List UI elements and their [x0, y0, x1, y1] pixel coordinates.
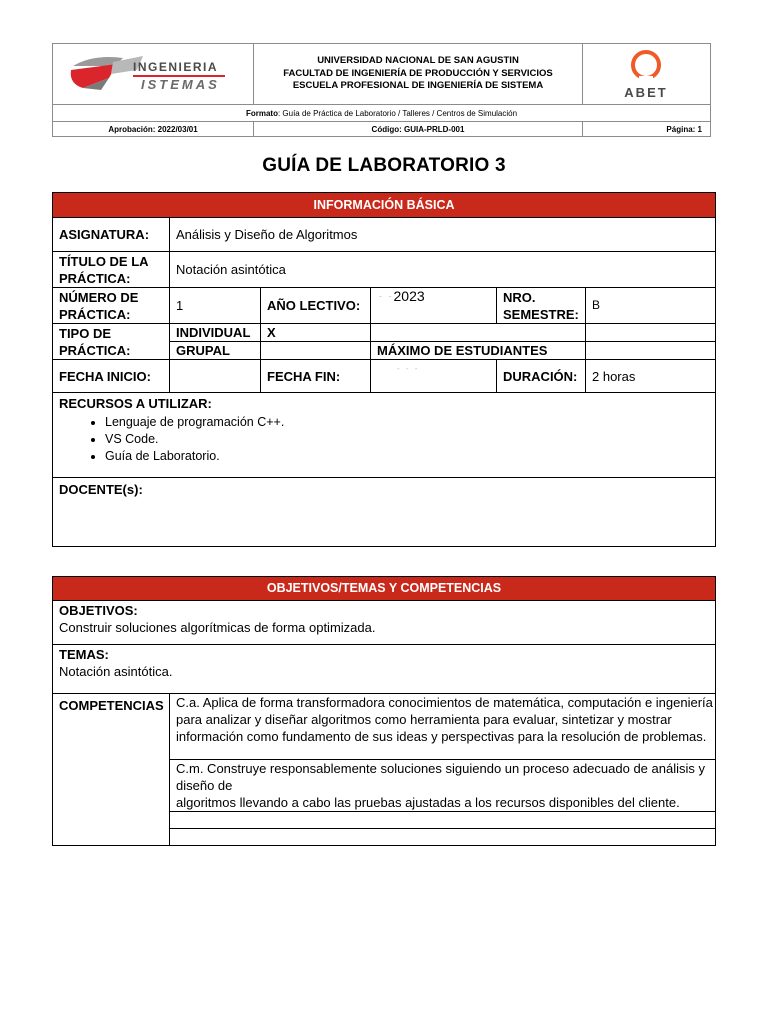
competencia-a: C.a. Aplica de forma transformadora conocimientos de matemática, computación e ingeniería para analizar y diseñar algoritmos como herramienta para evaluar, sintetizar y mostrar información como fundamento de sus ideas y perspectivas para la resolución de problemas.	[170, 694, 716, 760]
list-item: • Lenguaje de programación C++.	[105, 414, 715, 431]
grupal-label: GRUPAL	[170, 342, 261, 360]
list-item: • Guía de Laboratorio.	[105, 448, 715, 465]
format-row	[53, 105, 711, 122]
objectives-table	[52, 576, 716, 846]
format-value: : Guía de Práctica de Laboratorio / Talleres / Centros de Simulación	[277, 108, 518, 118]
ingenieria-sistemas-logo	[53, 44, 253, 104]
university-name: UNIVERSIDAD NACIONAL DE SAN AGUSTIN	[317, 55, 519, 67]
competencia-empty-1	[170, 812, 716, 829]
duracion-value: 2 horas	[586, 360, 716, 393]
fecha-inicio-value	[170, 360, 261, 393]
maximo-estudiantes-value	[586, 342, 716, 360]
logo-cell	[53, 44, 254, 105]
basic-info-table	[52, 192, 716, 547]
objetivos-cell	[53, 601, 716, 645]
asignatura-value: Análisis y Diseño de Algoritmos	[170, 218, 716, 252]
maximo-estudiantes-label: MÁXIMO DE ESTUDIANTES	[371, 342, 586, 360]
competencia-m-line-1: C.m. Construye responsablemente soluciones siguiendo un proceso adecuado de análisis y diseño de	[176, 761, 705, 793]
individual-mark: X	[261, 324, 371, 342]
document-header	[52, 43, 711, 137]
asignatura-label: ASIGNATURA:	[53, 218, 170, 252]
recursos-cell	[53, 393, 716, 478]
approval-date: Aprobación: 2022/03/01	[53, 122, 254, 137]
format-label: Formato	[245, 108, 278, 118]
fecha-inicio-label: FECHA INICIO:	[53, 360, 170, 393]
logo-text-1: INGENIERIA	[133, 60, 219, 74]
university-cell	[254, 44, 583, 105]
fecha-fin-label: FECHA FIN:	[261, 360, 371, 393]
competencia-empty-2	[170, 829, 716, 846]
fecha-fin-value: - - -	[371, 360, 497, 393]
objectives-header: OBJETIVOS/TEMAS Y COMPETENCIAS	[53, 577, 716, 601]
abet-logo	[583, 44, 710, 104]
numero-practica-value: 1	[170, 288, 261, 324]
anio-lectivo-value: 2023	[393, 288, 425, 304]
recursos-list	[59, 414, 715, 465]
individual-empty	[371, 324, 586, 342]
objetivos-label: OBJETIVOS:	[59, 603, 138, 618]
nro-semestre-value: B	[586, 288, 716, 324]
temas-value: Notación asintótica.	[59, 664, 173, 679]
tipo-practica-label: TIPO DE PRÁCTICA:	[53, 324, 170, 360]
anio-lectivo-cell	[371, 288, 497, 324]
docente-label: DOCENTE(s):	[53, 478, 716, 547]
competencias-label: COMPETENCIAS	[53, 694, 170, 846]
logo-text-2: ISTEMAS	[141, 77, 220, 92]
anio-lectivo-label: AÑO LECTIVO:	[261, 288, 371, 324]
grupal-value	[261, 342, 371, 360]
competencia-m-line-2: algoritmos llevando a cabo las pruebas ajustadas a los recursos disponibles del cliente.	[176, 795, 680, 810]
anio-lectivo-mark: - -	[379, 291, 394, 301]
page-value: : 1	[692, 124, 702, 134]
duracion-label: DURACIÓN:	[497, 360, 586, 393]
titulo-label: TÍTULO DE LA PRÁCTICA:	[53, 252, 170, 288]
temas-label: TEMAS:	[59, 647, 109, 662]
nro-semestre-label: NRO. SEMESTRE:	[497, 288, 586, 324]
list-item: • VS Code.	[105, 431, 715, 448]
document-code: Código: GUIA-PRLD-001	[254, 122, 583, 137]
competencia-m	[170, 760, 716, 812]
objetivos-value: Construir soluciones algorítmicas de forma optimizada.	[59, 620, 376, 635]
school-name: ESCUELA PROFESIONAL DE INGENIERÍA DE SISTEMA	[292, 80, 544, 92]
page-number	[583, 122, 711, 137]
recursos-label: RECURSOS A UTILIZAR:	[59, 396, 212, 411]
abet-text: ABET	[624, 85, 668, 100]
individual-label: INDIVIDUAL	[170, 324, 261, 342]
page-label: Página	[666, 124, 693, 134]
faculty-name: FACULTAD DE INGENIERÍA DE PRODUCCIÓN Y SERVICIOS	[283, 67, 553, 79]
individual-extra	[586, 324, 716, 342]
temas-cell	[53, 645, 716, 694]
basic-info-header: INFORMACIÓN BÁSICA	[53, 193, 716, 218]
titulo-value: Notación asintótica	[170, 252, 716, 288]
page-title: GUÍA DE LABORATORIO 3	[262, 155, 506, 176]
abet-cell	[583, 44, 711, 105]
numero-practica-label: NÚMERO DE PRÁCTICA:	[53, 288, 170, 324]
